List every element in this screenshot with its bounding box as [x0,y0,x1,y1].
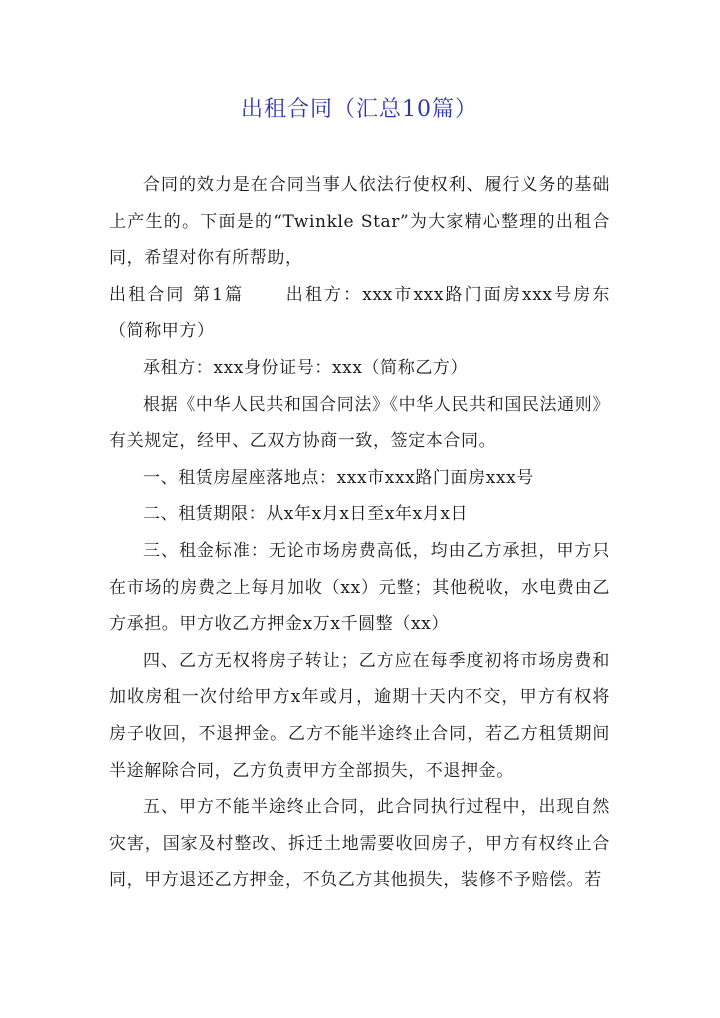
paragraph-clause-5: 五、甲方不能半途终止合同，此合同执行过程中，出现自然灾害，国家及村整改、拆迁土地需要收回房子，甲方有权终止合同，甲方退还乙方押金，不负乙方其他损失，装修不予赔偿。若 [109,797,610,891]
paragraph-clause-3: 三、租金标准：无论市场房费高低，均由乙方承担，甲方只在市场的房费之上每月加收（xx）元整；其他税收，水电费由乙方承担。甲方收乙方押金x万x千圆整（xx） [109,540,610,635]
paragraph-lessee: 承租方：xxx身份证号：xxx（简称乙方） [143,357,469,378]
lessor-text: 出租方：xxx市xxx路门面房xxx号房东（简称甲方） [109,284,610,342]
paragraph-lessor [109,277,610,350]
paragraph-clause-2: 二、租赁期限：从x年x月x日至x年x月x日 [143,504,469,525]
section-heading: 出租合同 第1篇 [109,284,245,305]
document-body [109,167,610,899]
paragraph-intro: 合同的效力是在合同当事人依法行使权利、履行义务的基础上产生的。下面是的“Twinkle Star”为大家精心整理的出租合同，希望对你有所帮助， [109,175,610,269]
document-title: 出租合同（汇总10篇） [241,97,478,122]
paragraph-basis: 根据《中华人民共和国合同法》《中华人民共和国民法通则》有关规定，经甲、乙双方协商一致，签定本合同。 [109,394,610,452]
paragraph-clause-1: 一、租赁房屋座落地点：xxx市xxx路门面房xxx号 [143,467,534,488]
paragraph-clause-4: 四、乙方无权将房子转让；乙方应在每季度初将市场房费和加收房租一次付给甲方x年或月，逾期十天内不交，甲方有权将房子收回，不退押金。乙方不能半途终止合同，若乙方租赁期间半途解除合同，乙方负责甲方全部损失，不退押金。 [109,650,610,781]
